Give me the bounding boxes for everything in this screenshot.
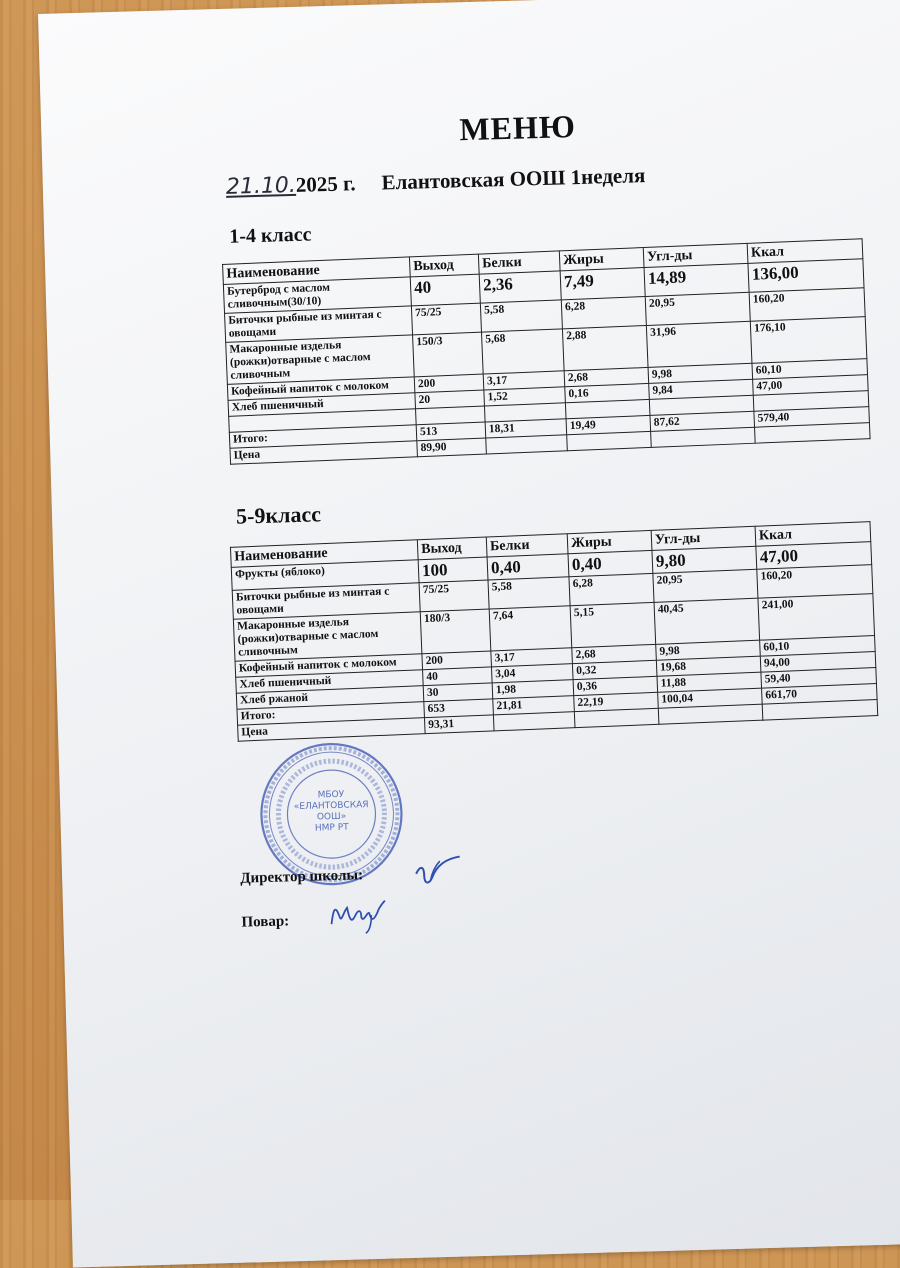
stamp-text-line: МБОУ bbox=[317, 789, 345, 801]
value-cell-prot: 7,64 bbox=[489, 606, 572, 651]
value-cell-kcal: 60,10 bbox=[752, 359, 868, 380]
value-cell-fat: 0,36 bbox=[573, 676, 658, 695]
value-cell-carb: 9,84 bbox=[649, 379, 754, 399]
column-header: Ккал bbox=[747, 239, 863, 264]
value-cell-carb: 40,45 bbox=[654, 598, 760, 644]
value-cell-kcal: 60,10 bbox=[760, 636, 876, 657]
value-cell-carb: 9,98 bbox=[648, 363, 753, 383]
cook-signature bbox=[325, 892, 394, 938]
empty-cell bbox=[762, 699, 878, 720]
date-suffix: 2025 г. bbox=[295, 171, 356, 197]
value-cell-out: 150/3 bbox=[413, 332, 484, 377]
value-cell-fat: 5,15 bbox=[570, 602, 656, 647]
value-cell-prot: 1,98 bbox=[492, 680, 574, 699]
column-header: Угл-ды bbox=[643, 243, 748, 267]
dish-name-cell: Хлеб пшеничный bbox=[236, 670, 423, 693]
total-cell-kcal: 661,70 bbox=[762, 684, 878, 705]
value-cell-out: 100 bbox=[418, 557, 488, 583]
section-heading-1-4: 1-4 класс bbox=[228, 223, 312, 248]
value-cell-fat: 0,40 bbox=[568, 550, 653, 576]
menu-subheader bbox=[226, 163, 646, 200]
dish-name-cell: Макаронные изделья (рожки)отварные с маслом сливочным bbox=[226, 335, 415, 384]
value-cell-out: 200 bbox=[414, 374, 484, 393]
empty-cell bbox=[486, 435, 568, 454]
total-cell-fat: 22,19 bbox=[574, 692, 659, 711]
director-signature bbox=[410, 850, 467, 892]
stamp-text-line: «ЕЛАНТОВСКАЯ bbox=[293, 800, 369, 813]
school-week: Елантовская ООШ 1неделя bbox=[381, 163, 646, 195]
total-cell-prot: 21,81 bbox=[493, 696, 575, 715]
handwritten-date: 21.10. bbox=[225, 172, 297, 200]
value-cell-prot: 3,17 bbox=[483, 371, 565, 390]
value-cell-fat: 6,28 bbox=[569, 573, 654, 605]
total-cell-carb: 87,62 bbox=[650, 411, 755, 431]
value-cell-prot: 0,40 bbox=[487, 554, 569, 580]
value-cell-fat: 7,49 bbox=[560, 268, 645, 300]
value-cell-fat: 6,28 bbox=[561, 297, 646, 329]
value-cell-prot: 2,36 bbox=[479, 271, 561, 303]
dish-name-cell: Кофейный напиток с молоком bbox=[235, 654, 422, 677]
stamp-text-line: ООШ» bbox=[316, 811, 347, 823]
dish-name-cell: Хлеб ржаной bbox=[236, 686, 423, 709]
value-cell-out: 75/25 bbox=[419, 580, 489, 612]
value-cell-prot: 1,52 bbox=[484, 387, 566, 406]
value-cell-prot: 3,17 bbox=[491, 648, 573, 667]
value-cell-prot: 3,04 bbox=[491, 664, 573, 683]
column-header: Наименование bbox=[223, 257, 411, 284]
value-cell-carb: 9,98 bbox=[656, 640, 761, 660]
column-header: Наименование bbox=[230, 540, 418, 567]
column-header: Выход bbox=[417, 537, 487, 560]
dish-name-cell: Фрукты (яблоко) bbox=[231, 560, 419, 590]
paper-sheet bbox=[38, 0, 900, 1268]
value-cell-fat: 0,16 bbox=[565, 383, 650, 402]
column-header: Белки bbox=[478, 251, 560, 274]
value-cell-out: 200 bbox=[422, 651, 492, 670]
value-cell-carb: 31,96 bbox=[646, 321, 752, 367]
dish-name-cell: Биточки рыбные из минтая с овощами bbox=[232, 583, 420, 619]
value-cell-out: 20 bbox=[415, 390, 485, 409]
value-cell-kcal: 47,00 bbox=[756, 542, 872, 570]
value-cell-kcal: 136,00 bbox=[748, 259, 864, 293]
total-cell-fat: 19,49 bbox=[566, 415, 651, 434]
total-label: Итого: bbox=[237, 702, 424, 725]
value-cell-prot: 5,58 bbox=[488, 577, 570, 609]
dish-name-cell: Хлеб пшеничный bbox=[228, 393, 415, 416]
column-header: Выход bbox=[409, 254, 479, 277]
value-cell-kcal: 160,20 bbox=[757, 565, 873, 599]
total-cell-carb: 100,04 bbox=[658, 688, 763, 708]
menu-table-1-4 bbox=[222, 238, 871, 465]
menu-table-5-9 bbox=[230, 521, 878, 742]
value-cell-carb: 14,89 bbox=[644, 263, 749, 296]
value-cell-out: 40 bbox=[423, 667, 493, 686]
value-cell-fat: 2,68 bbox=[564, 367, 649, 386]
dish-name-cell: Макаронные изделья (рожки)отварные с маслом сливочным bbox=[233, 612, 422, 661]
value-cell-kcal: 94,00 bbox=[760, 652, 876, 673]
value-cell-carb: 20,95 bbox=[645, 292, 750, 325]
value-cell-out: 75/25 bbox=[411, 303, 481, 335]
column-header: Жиры bbox=[567, 530, 652, 553]
value-cell-out: 30 bbox=[423, 683, 493, 702]
price-value: 89,90 bbox=[417, 438, 487, 457]
value-cell-kcal: 176,10 bbox=[750, 317, 867, 364]
empty-cell bbox=[567, 431, 652, 450]
total-cell-out: 653 bbox=[424, 699, 494, 718]
cook-label: Повар: bbox=[241, 913, 290, 931]
value-cell-kcal: 47,00 bbox=[753, 375, 869, 396]
value-cell-fat: 0,32 bbox=[572, 660, 657, 679]
empty-cell bbox=[574, 708, 659, 727]
total-cell-out: 513 bbox=[416, 422, 486, 441]
value-cell-carb: 11,88 bbox=[657, 672, 762, 692]
empty-cell bbox=[755, 423, 871, 444]
column-header: Белки bbox=[486, 534, 568, 557]
page-title: МЕНЮ bbox=[458, 108, 577, 148]
empty-cell bbox=[651, 427, 756, 447]
empty-cell bbox=[658, 704, 763, 724]
value-cell-fat: 2,68 bbox=[572, 644, 657, 663]
value-cell-out: 40 bbox=[410, 274, 480, 306]
director-label: Директор школы: bbox=[239, 867, 364, 887]
section-heading-5-9: 5-9класс bbox=[235, 501, 322, 529]
total-label: Итого: bbox=[229, 425, 416, 448]
value-cell-prot: 5,68 bbox=[481, 329, 564, 374]
column-header: Угл-ды bbox=[651, 526, 756, 550]
column-header: Жиры bbox=[559, 248, 644, 271]
dish-name-cell: Биточки рыбные из минтая с овощами bbox=[225, 306, 413, 342]
total-cell-kcal: 579,40 bbox=[754, 407, 870, 428]
value-cell-kcal: 59,40 bbox=[761, 668, 877, 689]
value-cell-prot: 5,58 bbox=[480, 300, 562, 332]
value-cell-carb: 20,95 bbox=[653, 569, 758, 602]
price-label: Цена bbox=[238, 718, 425, 741]
value-cell-fat: 2,88 bbox=[562, 325, 648, 370]
dish-name-cell: Кофейный напиток с молоком bbox=[227, 377, 414, 400]
value-cell-kcal: 241,00 bbox=[758, 594, 875, 641]
value-cell-out: 180/3 bbox=[420, 609, 491, 654]
column-header: Ккал bbox=[755, 522, 871, 547]
dish-name-cell: Бутерброд с маслом сливочным(30/10) bbox=[223, 277, 411, 313]
school-stamp bbox=[256, 739, 406, 889]
stamp-text-line: НМР РТ bbox=[314, 822, 349, 834]
price-value: 93,31 bbox=[424, 715, 494, 734]
value-cell-carb: 9,80 bbox=[652, 546, 757, 573]
empty-cell bbox=[493, 712, 575, 731]
price-label: Цена bbox=[230, 441, 417, 464]
value-cell-carb: 19,68 bbox=[656, 656, 761, 676]
total-cell-prot: 18,31 bbox=[485, 419, 567, 438]
value-cell-kcal: 160,20 bbox=[749, 288, 865, 322]
